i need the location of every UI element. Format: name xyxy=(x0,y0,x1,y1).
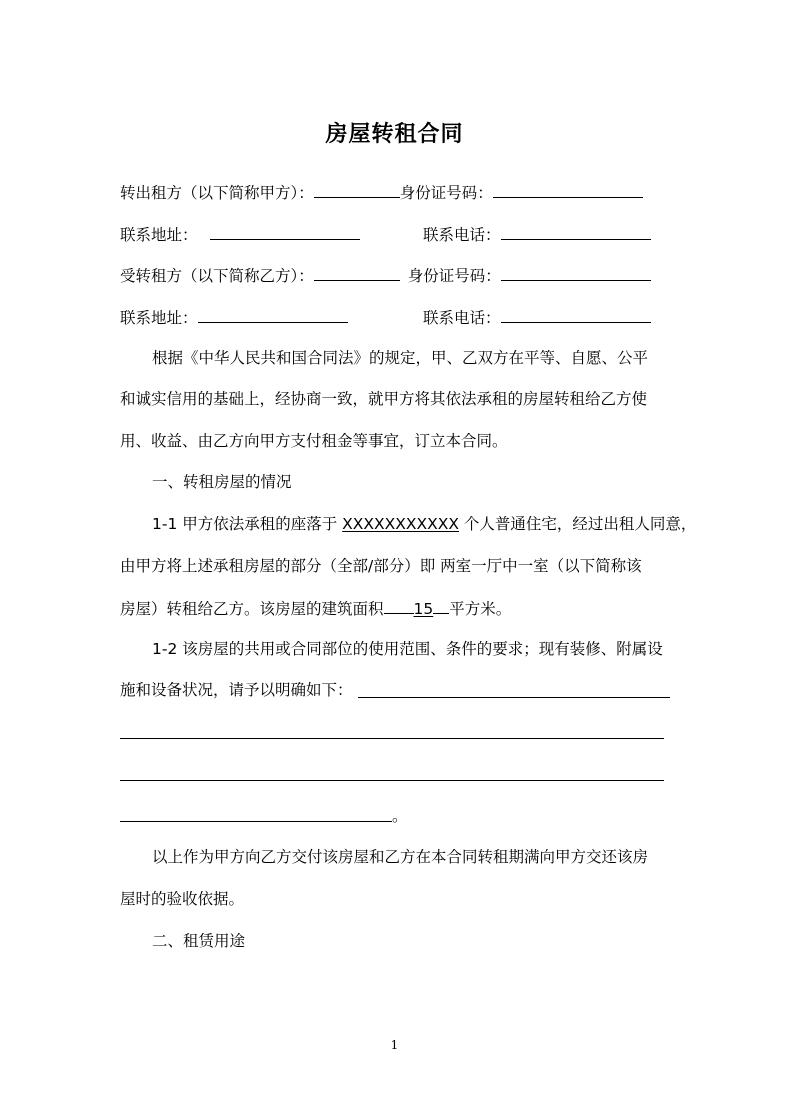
party-b-address-blank xyxy=(198,306,348,323)
party-b-address-label: 联系地址： xyxy=(120,309,198,327)
section-2-heading: 二、租赁用途 xyxy=(152,932,246,950)
clause-1-2-blank-2 xyxy=(120,738,664,739)
clause-1-2-line-1: 1-2 该房屋的共用或合同部位的使用范围、条件的要求；现有装修、附属设 xyxy=(152,640,663,658)
clause-1-2-end-mark: 。 xyxy=(392,807,408,825)
party-b-name-blank xyxy=(314,264,400,281)
party-a-label: 转出租方（以下简称甲方）： xyxy=(120,184,314,202)
clause-1-1-area-label: 房屋）转租给乙方。该房屋的建筑面积 xyxy=(120,600,384,618)
party-a-address-blank xyxy=(210,223,360,240)
clause-1-1-line-3 xyxy=(120,597,511,619)
party-b-id-blank xyxy=(501,264,651,281)
party-a-name-blank xyxy=(314,181,400,198)
party-b-phone-blank xyxy=(501,306,651,323)
party-b-id-label: 身份证号码： xyxy=(407,267,501,285)
clause-1-1-area-unit: 平方米。 xyxy=(449,600,512,618)
clause-1-1-prefix: 1-1 甲方依法承租的座落于 xyxy=(152,515,343,533)
section-1-heading: 一、转租房屋的情况 xyxy=(152,473,292,491)
party-a-phone-label: 联系电话： xyxy=(423,226,501,244)
intro-line-1: 根据《中华人民共和国合同法》的规定，甲、乙双方在平等、自愿、公平 xyxy=(152,349,649,367)
clause-1-2-blank-4 xyxy=(120,821,392,822)
party-a-row xyxy=(120,181,643,203)
clause-1-2-line-2 xyxy=(120,680,353,700)
party-b-row xyxy=(120,264,651,286)
intro-line-2: 和诚实信用的基础上，经协商一致，就甲方将其依法承租的房屋转租给乙方使 xyxy=(120,390,648,408)
clause-1-1-line-1 xyxy=(152,514,696,534)
clause-1-1-address: XXXXXXXXXXX xyxy=(342,515,459,533)
party-a-id-blank xyxy=(493,181,643,198)
party-a-phone-blank xyxy=(501,223,651,240)
acceptance-line-2: 屋时的验收依据。 xyxy=(120,890,245,908)
document-title: 房屋转租合同 xyxy=(325,121,464,147)
party-b-phone-row xyxy=(423,306,651,328)
clause-1-2-blank-3 xyxy=(120,780,664,781)
party-b-phone-label: 联系电话： xyxy=(423,309,501,327)
clause-1-2-label: 施和设备状况，请予以明确如下： xyxy=(120,681,353,699)
party-b-label: 受转租方（以下简称乙方）： xyxy=(120,267,314,285)
page-number: 1 xyxy=(390,1038,399,1052)
party-a-phone-row xyxy=(423,223,651,245)
party-a-contact-row xyxy=(120,223,360,245)
intro-line-3: 用、收益、由乙方向甲方支付租金等事宜，订立本合同。 xyxy=(120,432,508,450)
clause-1-1-suffix: 个人普通住宅，经过出租人同意， xyxy=(458,515,697,533)
party-a-address-label: 联系地址： xyxy=(120,226,198,244)
acceptance-line-1: 以上作为甲方向乙方交付该房屋和乙方在本合同转租期满向甲方交还该房 xyxy=(152,848,649,866)
clause-1-2-blank-1 xyxy=(358,697,670,698)
clause-1-1-area-value: 15 xyxy=(413,600,434,618)
party-a-id-label: 身份证号码： xyxy=(399,184,493,202)
clause-1-1-line-2: 由甲方将上述承租房屋的部分（全部/部分）即 两室一厅中一室（以下简称该 xyxy=(120,557,642,575)
party-b-contact-row xyxy=(120,306,348,328)
